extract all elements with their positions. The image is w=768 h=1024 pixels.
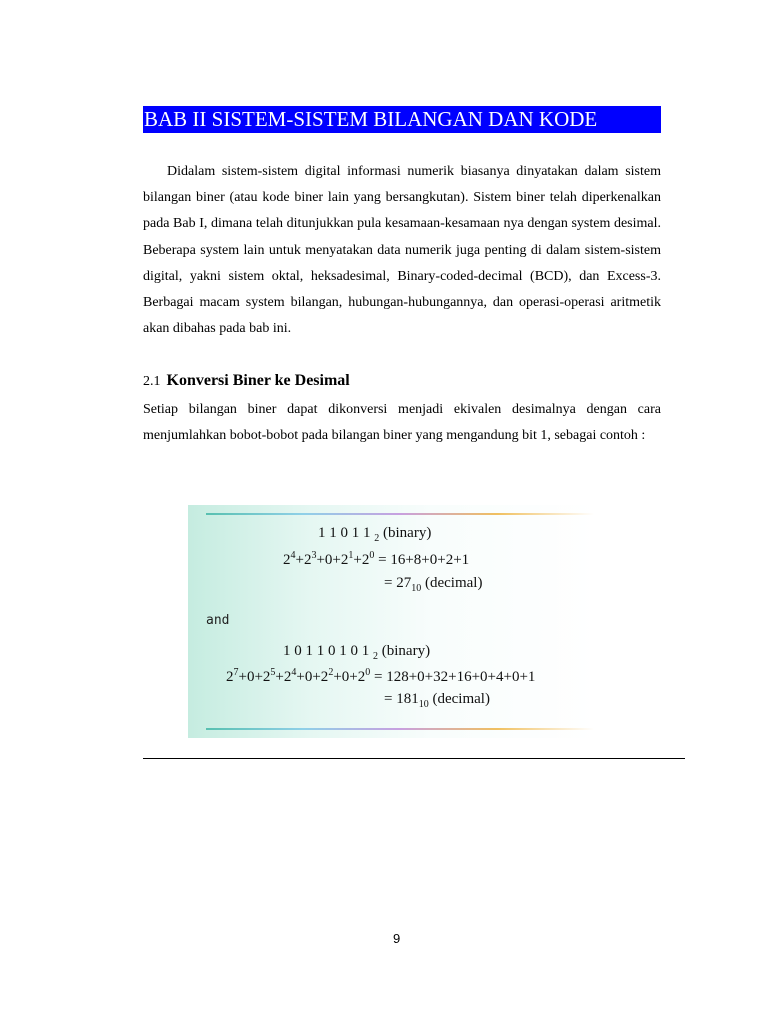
example2-expansion: $2^7+0+2^5+2^4+0+2^2+0+2^0 = 128+0+32+16+0+4+0+1$	[226, 667, 536, 685]
example1-binary-line	[318, 525, 431, 544]
example1-result: = $27_{10}$ (decimal)	[384, 575, 483, 594]
example2-binary-line: 1 0 1 1 0 1 0 1 $_2$ (binary)	[283, 643, 431, 662]
figure-bottom-rule	[206, 728, 594, 730]
example1-binary: 1 1 0 1 1	[318, 525, 371, 541]
decimal-label: (decimal)	[424, 575, 483, 591]
section-body: Setiap bilangan biner dapat dikonversi menjadi ekivalen desimalnya dengan cara menjumlahkan bobot-bobot pada bilangan biner yang mengandung bit 1, sebagai contoh :	[143, 402, 661, 444]
example1-base: 2	[374, 533, 380, 544]
example2-result: = $181_{10}$ (decimal)	[384, 691, 490, 710]
intro-paragraph: Didalam sistem-sistem digital informasi numerik biasanya dinyatakan dalam sistem bilangan biner (atau kode biner lain yang bersangkutan). Sistem biner telah diperkenalkan pada Bab I, dimana telah ditunjukkan pula kesamaan-kesamaan nya dengan system desimal. Beberapa system lain untuk menyatakan data numerik juga penting di dalam sistem-sistem digital, yakni sistem oktal, heksadesimal, Binary-coded-decimal (BCD), dan Excess-3. Berbagai macam system bilangan, hubungan-hubungannya, dan operasi-operasi aritmetik akan dibahas pada bab ini.	[143, 164, 661, 337]
section-number: 2.1	[143, 374, 161, 389]
example2-binary: 1 0 1 1 0 1 0 1	[283, 643, 370, 659]
chapter-title: BAB II SISTEM-SISTEM BILANGAN DAN KODE	[143, 106, 661, 133]
example1-expansion: $2^4+2^3+0+2^1+2^0 = 16+8+0+2+1$	[283, 550, 470, 568]
conversion-example-figure	[188, 505, 596, 738]
example1-sum: = 16+8+0+2+1	[378, 552, 470, 568]
example2-base: 2	[373, 651, 378, 662]
page-number: 9	[393, 931, 401, 946]
section-title: Konversi Biner ke Desimal	[166, 372, 350, 389]
example2-sum: = 128+0+32+16+0+4+0+1	[373, 669, 536, 685]
footer-rule	[143, 758, 685, 759]
figure-top-rule	[206, 513, 594, 515]
and-label: and	[206, 613, 230, 628]
section-heading	[143, 371, 350, 392]
binary-label: (binary)	[383, 525, 432, 541]
